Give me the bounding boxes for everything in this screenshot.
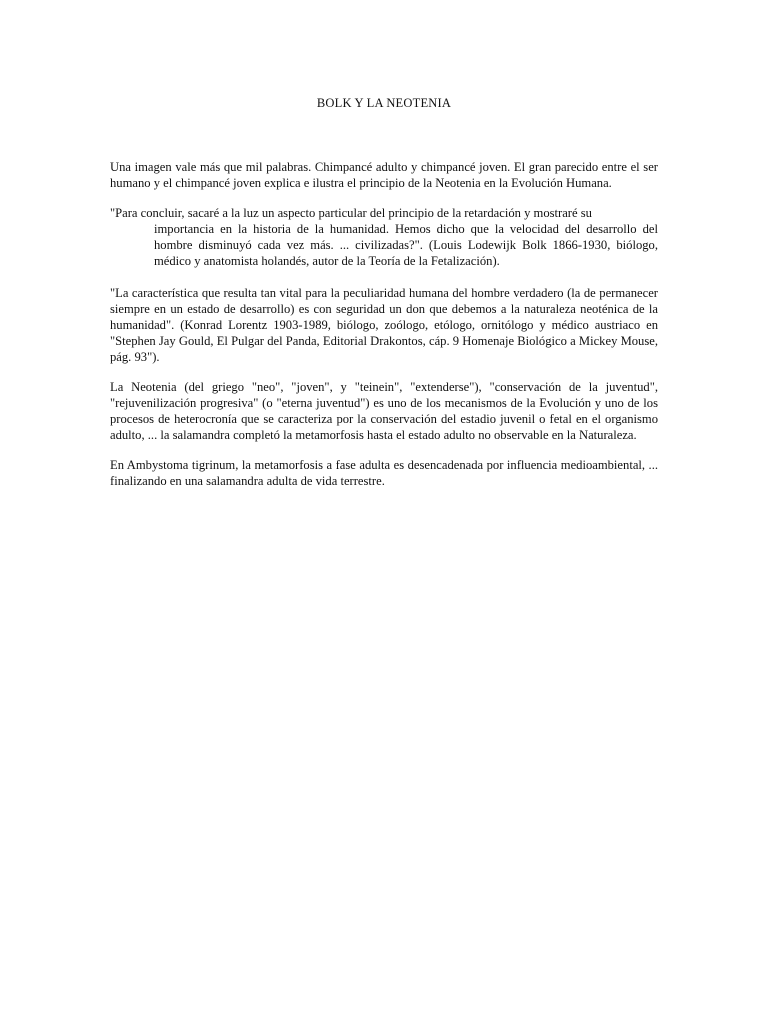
quote-bolk-lead: "Para concluir, sacaré a la luz un aspecto particular del principio de la retardación y mostraré su bbox=[110, 206, 592, 220]
quote-bolk-body: importancia en la historia de la humanidad. Hemos dicho que la velocidad del desarrollo del hombre disminuyó cada vez más. ... civilizadas?". (Louis Lodewijk Bolk 1866-1930, biólogo, médico y anatomista holandés, autor de la Teoría de la Fetalización). bbox=[154, 222, 658, 268]
paragraph-neotenia-definition: La Neotenia (del griego "neo", "joven", y "teinein", "extenderse"), "conservación de la juventud", "rejuvenilización progresiva" (o "eterna juventud") es uno de los mecanismos de la Evolución y uno de los procesos de heterocronía que se caracteriza por la conservación del estadio juvenil o fetal en el organismo adulto, ... la salamandra completó la metamorfosis hasta el estado adulto no observable en la Naturaleza. bbox=[110, 380, 658, 442]
quote-bolk bbox=[110, 205, 658, 269]
paragraph-intro: Una imagen vale más que mil palabras. Chimpancé adulto y chimpancé joven. El gran parecido entre el ser humano y el chimpancé joven explica e ilustra el principio de la Neotenia en la Evolución Humana. bbox=[110, 160, 658, 190]
quote-lorentz: "La característica que resulta tan vital para la peculiaridad humana del hombre verdadero (la de permanecer siempre en un estado de desarrollo) es con seguridad un don que debemos a la naturaleza neoténica de la humanidad". (Konrad Lorentz 1903-1989, biólogo, zoólogo, etólogo, ornitólogo y médico austriaco en "Stephen Jay Gould, El Pulgar del Panda, Editorial Drakontos, cáp. 9 Homenaje Biológico a Mickey Mouse, pág. 93"). bbox=[110, 286, 658, 364]
document-title: BOLK Y LA NEOTENIA bbox=[316, 96, 452, 110]
paragraph-ambystoma-tigrinum: En Ambystoma tigrinum, la metamorfosis a fase adulta es desencadenada por influencia medioambiental, ... finalizando en una salamandra adulta de vida terrestre. bbox=[110, 458, 658, 488]
